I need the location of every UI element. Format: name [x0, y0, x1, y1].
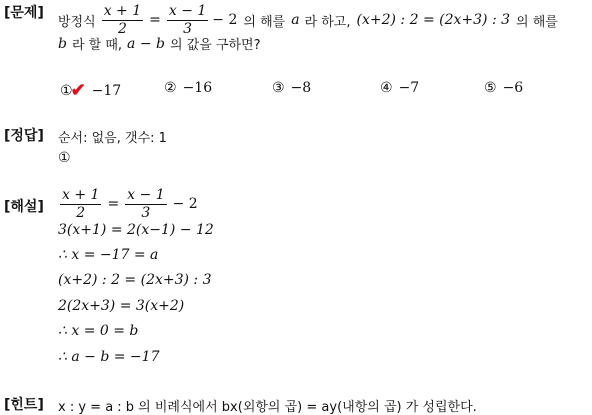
choice-3[interactable]: ③ −8 [272, 80, 312, 96]
choice-1[interactable]: ① ✔ −17 [60, 80, 122, 101]
problem-line-1: 방정식 $\frac{x + 1}{2}$ = $\frac{x - 1}{3}$ − 2 의 해를 a 라 하고, (x+2) : 2 = (2x+3) : 3 의 해를 [58, 2, 558, 37]
choice-4[interactable]: ④ −7 [380, 80, 420, 96]
explanation-step: 3(x+1) = 2(x−1) − 12 [58, 222, 214, 238]
problem-fraction-left: $\frac{x + 1}{2}$ [103, 2, 142, 37]
problem-intro: 방정식 [58, 14, 96, 30]
explanation-step: ∴ x = 0 = b [58, 323, 139, 339]
hint-text: x : y = a : b 의 비례식에서 bx(외항의 곱) = ay(내항의 곱) 가 성립한다. [58, 400, 477, 415]
explanation-step: (x+2) : 2 = (2x+3) : 3 [58, 272, 212, 288]
explanation-label: [해설] [4, 199, 44, 215]
choice-5[interactable]: ⑤ −6 [484, 80, 524, 96]
choice-2[interactable]: ② −16 [164, 80, 213, 96]
explanation-step: ∴ x = −17 = a [58, 247, 159, 263]
problem-line-2: b 라 할 때, a − b 의 값을 구하면? [58, 35, 261, 53]
answer-label: [정답] [4, 128, 44, 144]
explanation-equation: $\frac{x + 1}{2}$ = $\frac{x - 1}{3}$ − 2 [62, 186, 198, 221]
problem-ratio: (x+2) : 2 = (2x+3) : 3 [356, 12, 511, 28]
hint-label: [힌트] [4, 397, 44, 413]
explanation-step: ∴ a − b = −17 [58, 349, 160, 365]
problem-label: [문제] [4, 5, 44, 21]
answer-order-count: 순서: 없음, 갯수: 1 [58, 131, 167, 146]
problem-fraction-right: $\frac{x - 1}{3}$ [168, 2, 207, 37]
explanation-fraction-right: $\frac{x - 1}{3}$ [127, 186, 165, 221]
check-mark-icon: ✔ [70, 80, 86, 101]
explanation-fraction-left: $\frac{x + 1}{2}$ [62, 186, 100, 221]
explanation-step: 2(2x+3) = 3(x+2) [58, 298, 185, 314]
answer-choice: ① [58, 150, 71, 166]
